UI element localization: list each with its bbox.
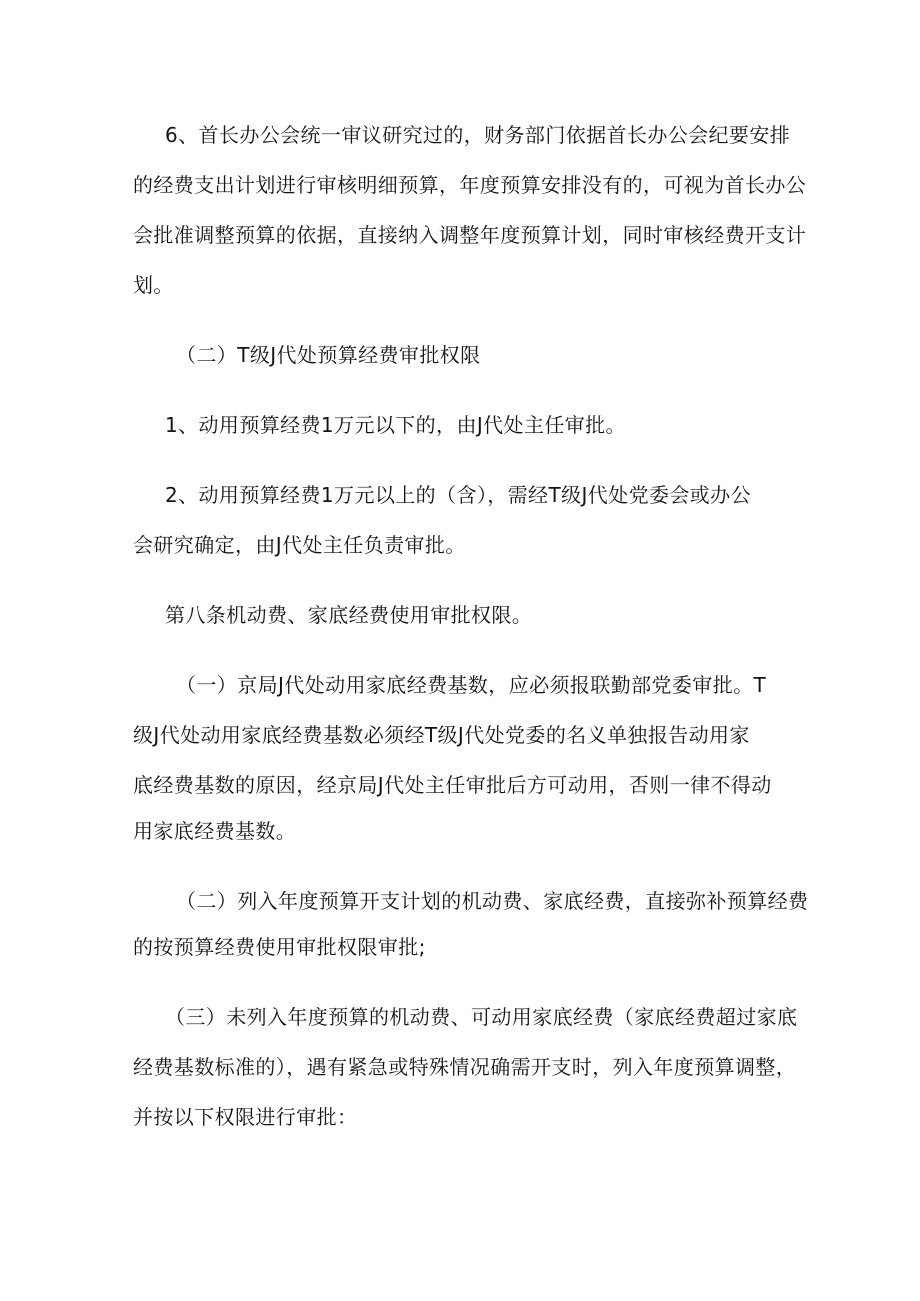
item-2-line-2: 会研究确定，由J代处主任负责审批。 bbox=[133, 533, 466, 557]
item-2-line-1: 2、动用预算经费1万元以上的（含），需经T级J代处党委会或办公 bbox=[165, 483, 751, 507]
clause-1-line-4: 用家底经费基数。 bbox=[133, 819, 297, 843]
paragraph-1-line-1: 6、首长办公会统一审议研究过的，财务部门依据首长办公会纪要安排 bbox=[165, 123, 791, 147]
clause-1-line-3: 底经费基数的原因，经京局J代处主任审批后方可动用，否则一律不得动 bbox=[133, 773, 772, 797]
clause-2-line-1: （二）列入年度预算开支计划的机动费、家底经费，直接弥补预算经费 bbox=[176, 889, 809, 913]
clause-3-line-3: 并按以下权限进行审批： bbox=[133, 1105, 358, 1129]
clause-1-line-1: （一）京局J代处动用家底经费基数，应必须报联勤部党委审批。T bbox=[176, 673, 767, 697]
paragraph-1-line-2: 的经费支出计划进行审核明细预算，年度预算安排没有的，可视为首长办公 bbox=[133, 173, 807, 197]
article-8-heading: 第八条机动费、家底经费使用审批权限。 bbox=[165, 603, 533, 627]
clause-1-line-2: 级J代处动用家底经费基数必须经T级J代处党委的名义单独报告动用家 bbox=[133, 723, 750, 747]
paragraph-1-line-4: 划。 bbox=[133, 273, 174, 297]
clause-2-line-2: 的按预算经费使用审批权限审批; bbox=[133, 935, 426, 959]
clause-3-line-2: 经费基数标准的），遇有紧急或特殊情况确需开支时，列入年度预算调整， bbox=[133, 1055, 797, 1079]
paragraph-1-line-3: 会批准调整预算的依据，直接纳入调整年度预算计划，同时审核经费开支计 bbox=[133, 223, 807, 247]
section-heading: （二）T级J代处预算经费审批权限 bbox=[176, 343, 481, 367]
item-1: 1、动用预算经费1万元以下的，由J代处主任审批。 bbox=[165, 413, 626, 437]
clause-3-line-1: （三）未列入年度预算的机动费、可动用家底经费（家底经费超过家底 bbox=[165, 1005, 798, 1029]
